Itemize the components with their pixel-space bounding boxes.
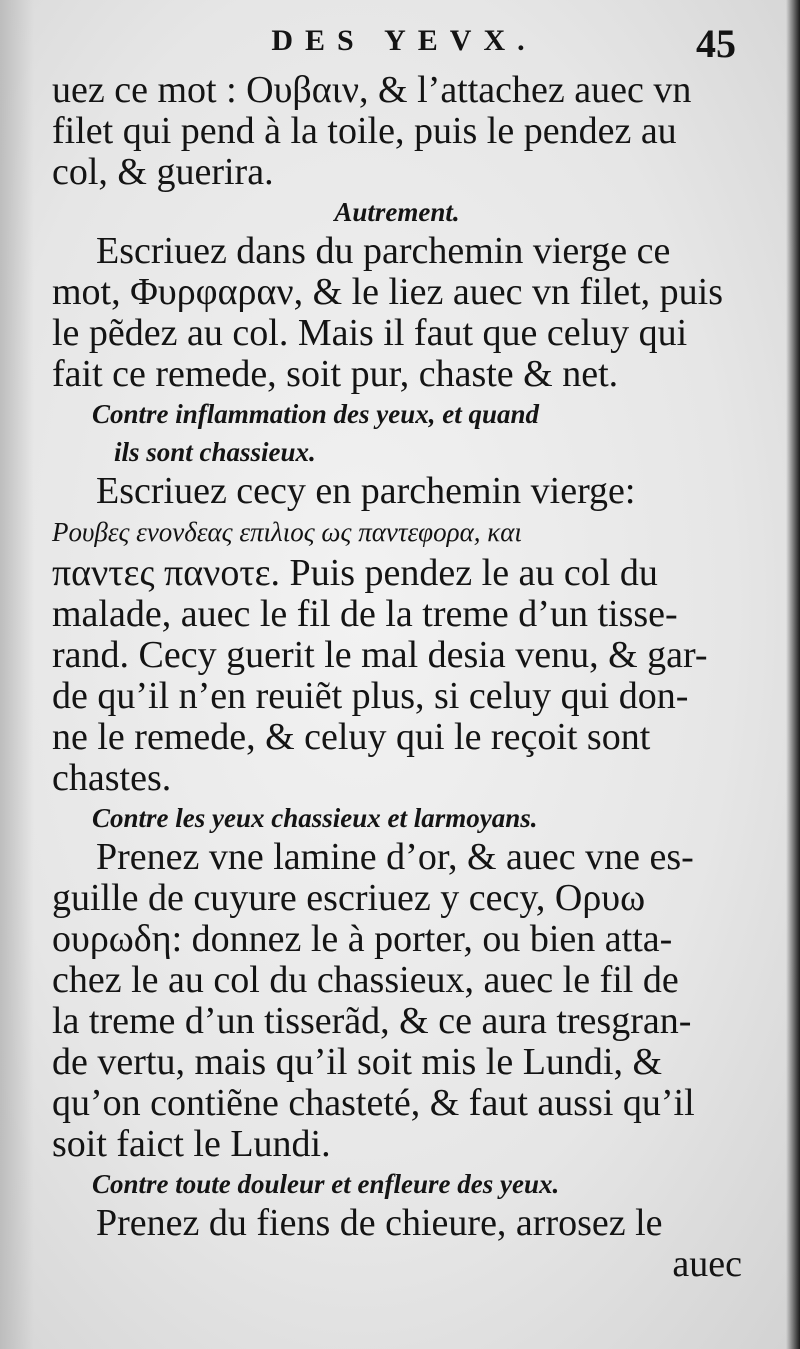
text-line: la treme d’un tisserãd, & ce aura tresgran- (52, 1000, 692, 1042)
section-heading: Contre toute douleur et enfleure des yeux. (92, 1169, 560, 1199)
text-line: Prenez vne lamine d’or, & auec vne es- (96, 836, 694, 878)
text-line: fait ce remede, soit pur, chaste & net. (52, 353, 619, 395)
section-heading: Contre les yeux chassieux et larmoyans. (92, 803, 538, 833)
section-heading: Contre inflammation des yeux, et quand (92, 399, 540, 429)
text-line: ουρωδη: donnez le à porter, ou bien atta- (52, 918, 673, 960)
page-gutter-shadow (0, 0, 34, 1349)
catchword: auec (672, 1243, 742, 1285)
text-line: uez ce mot : Ουβαιν, & l’attachez auec vn (52, 69, 692, 111)
page-number: 45 (696, 21, 736, 66)
text-line: Prenez du fiens de chieure, arrosez le (96, 1202, 663, 1244)
page-edge-shadow (786, 0, 800, 1349)
text-line: de qu’il n’en reuiẽt plus, si celuy qui don- (52, 675, 689, 717)
running-head: DES YEVX. (271, 24, 537, 57)
text-line: rand. Cecy guerit le mal desia venu, & gar- (52, 634, 708, 676)
text-line: guille de cuyure escriuez y cecy, Ορυω (52, 877, 646, 919)
text-line: mot, Φυρφαραν, & le liez auec vn filet, puis (52, 271, 724, 313)
text-line: chez le au col du chassieux, auec le fil de (52, 959, 679, 1001)
text-line: col, & guerira. (52, 151, 274, 193)
text-line: παντες πανοτε. Puis pendez le au col du (52, 552, 658, 594)
text-line: Escriuez cecy en parchemin vierge: (96, 470, 636, 512)
text-line: ne le remede, & celuy qui le reçoit sont (52, 716, 651, 758)
text-line: de vertu, mais qu’il soit mis le Lundi, & (52, 1041, 663, 1083)
text-line: soit faict le Lundi. (52, 1123, 331, 1165)
text-line: Escriuez dans du parchemin vierge ce (96, 230, 671, 272)
text-line: filet qui pend à la toile, puis le pendez au (52, 110, 677, 152)
text-line: le pẽdez au col. Mais il faut que celuy qui (52, 312, 688, 354)
section-heading-continuation: ils sont chassieux. (114, 437, 316, 467)
text-line: chastes. (52, 757, 172, 799)
section-heading: Autrement. (334, 197, 460, 227)
page-text (52, 70, 742, 1285)
greek-text-line: Ρουβες ενονδεας επιλιος ως παντεφορα, και (52, 517, 522, 547)
text-line: qu’on contiẽne chasteté, & faut aussi qu’il (52, 1082, 695, 1124)
text-line: malade, auec le fil de la treme d’un tisse- (52, 593, 678, 635)
